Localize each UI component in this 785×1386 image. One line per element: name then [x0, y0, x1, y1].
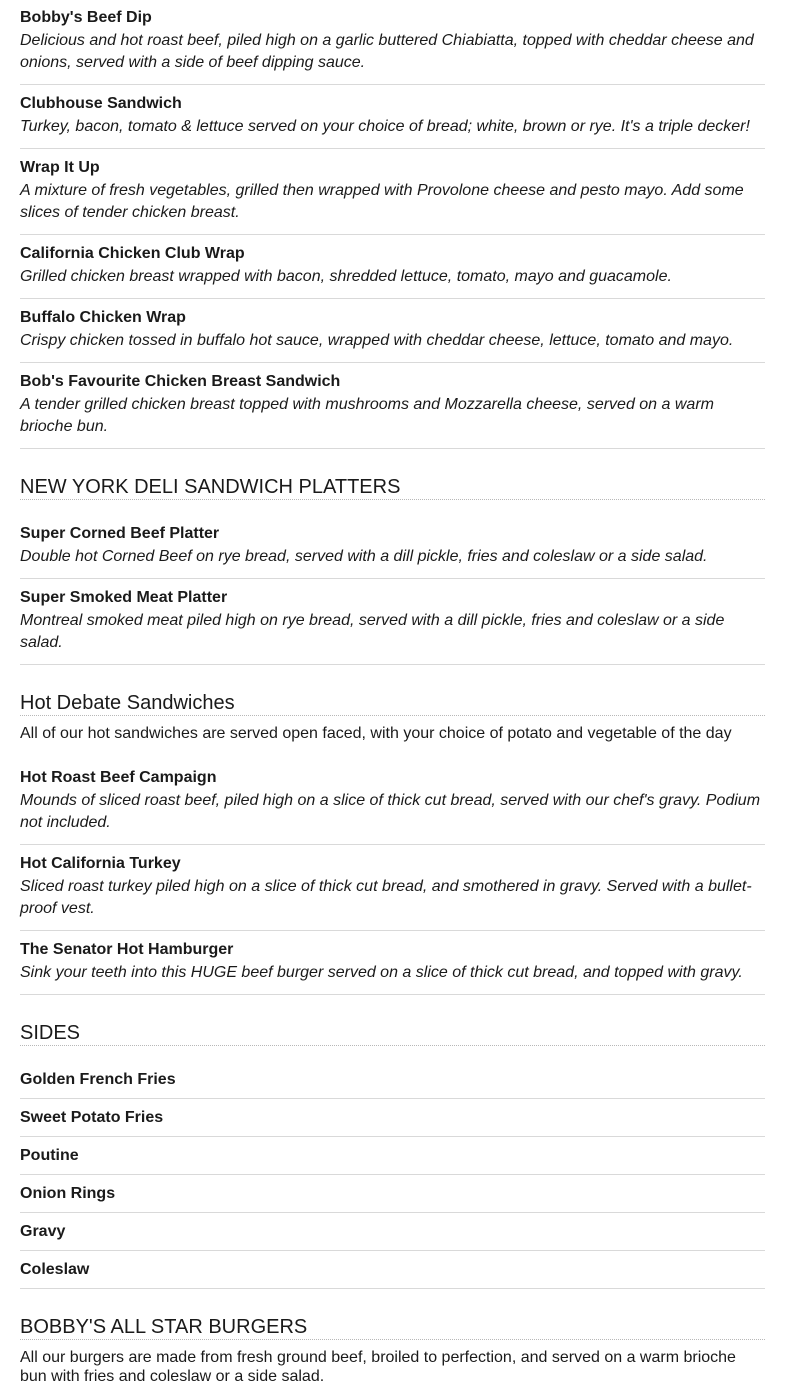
item-description: A mixture of fresh vegetables, grilled then wrapped with Provolone cheese and pesto mayo. Add some slices of tender chicken breast. — [20, 182, 744, 221]
item-name: Bobby's Beef Dip — [20, 9, 152, 26]
section-title-burgers: BOBBY'S ALL STAR BURGERS — [20, 1315, 765, 1340]
item-name: Coleslaw — [20, 1261, 90, 1278]
menu-item — [20, 94, 765, 149]
list-item — [20, 1146, 765, 1175]
sandwich-list — [20, 8, 765, 449]
section-title-deli: NEW YORK DELI SANDWICH PLATTERS — [20, 475, 765, 500]
item-name: Super Smoked Meat Platter — [20, 589, 228, 606]
item-name: Super Corned Beef Platter — [20, 525, 220, 542]
item-description: Sink your teeth into this HUGE beef burger served on a slice of thick cut bread, and topped with gravy. — [20, 964, 743, 981]
item-name: Hot California Turkey — [20, 855, 181, 872]
item-name: California Chicken Club Wrap — [20, 245, 245, 262]
section-title-hot: Hot Debate Sandwiches — [20, 691, 765, 716]
item-name: Wrap It Up — [20, 159, 100, 176]
list-item — [20, 1260, 765, 1289]
sides-list — [20, 1070, 765, 1289]
menu-item — [20, 940, 765, 995]
list-item — [20, 1108, 765, 1137]
menu-item — [20, 8, 765, 85]
item-name: Golden French Fries — [20, 1071, 176, 1088]
menu-item — [20, 588, 765, 665]
item-name: Poutine — [20, 1147, 79, 1164]
item-name: Gravy — [20, 1223, 66, 1240]
menu-item — [20, 854, 765, 931]
hot-list — [20, 768, 765, 995]
deli-list — [20, 524, 765, 665]
list-item — [20, 1070, 765, 1099]
section-title-sides: SIDES — [20, 1021, 765, 1046]
item-description: A tender grilled chicken breast topped with mushrooms and Mozzarella cheese, served on a warm brioche bun. — [20, 396, 714, 435]
item-description: Grilled chicken breast wrapped with bacon, shredded lettuce, tomato, mayo and guacamole. — [20, 268, 672, 285]
item-name: Bob's Favourite Chicken Breast Sandwich — [20, 373, 341, 390]
item-name: The Senator Hot Hamburger — [20, 941, 234, 958]
item-name: Sweet Potato Fries — [20, 1109, 164, 1126]
item-description: Sliced roast turkey piled high on a slice of thick cut bread, and smothered in gravy. Served with a bullet-proof vest. — [20, 878, 752, 917]
menu-item — [20, 372, 765, 449]
list-item — [20, 1184, 765, 1213]
item-name: Clubhouse Sandwich — [20, 95, 182, 112]
item-description: Double hot Corned Beef on rye bread, served with a dill pickle, fries and coleslaw or a side salad. — [20, 548, 708, 565]
item-description: Montreal smoked meat piled high on rye bread, served with a dill pickle, fries and coleslaw or a side salad. — [20, 612, 725, 651]
menu-item — [20, 768, 765, 845]
section-note: All of our hot sandwiches are served open faced, with your choice of potato and vegetable of the day — [20, 725, 732, 742]
item-description: Crispy chicken tossed in buffalo hot sauce, wrapped with cheddar cheese, lettuce, tomato and mayo. — [20, 332, 734, 349]
item-description: Delicious and hot roast beef, piled high on a garlic buttered Chiabiatta, topped with cheddar cheese and onions, served with a side of beef dipping sauce. — [20, 32, 754, 71]
menu-item — [20, 308, 765, 363]
item-name: Hot Roast Beef Campaign — [20, 769, 217, 786]
item-name: Buffalo Chicken Wrap — [20, 309, 186, 326]
menu-item — [20, 244, 765, 299]
item-description: Turkey, bacon, tomato & lettuce served on your choice of bread; white, brown or rye. It's a triple decker! — [20, 118, 750, 135]
menu-item — [20, 158, 765, 235]
menu-item — [20, 524, 765, 579]
item-name: Onion Rings — [20, 1185, 116, 1202]
section-note: All our burgers are made from fresh ground beef, broiled to perfection, and served on a warm brioche bun with fries and coleslaw or a side salad. — [20, 1349, 736, 1385]
item-description: Mounds of sliced roast beef, piled high on a slice of thick cut bread, served with our chef's gravy. Podium not included. — [20, 792, 761, 831]
list-item — [20, 1222, 765, 1251]
